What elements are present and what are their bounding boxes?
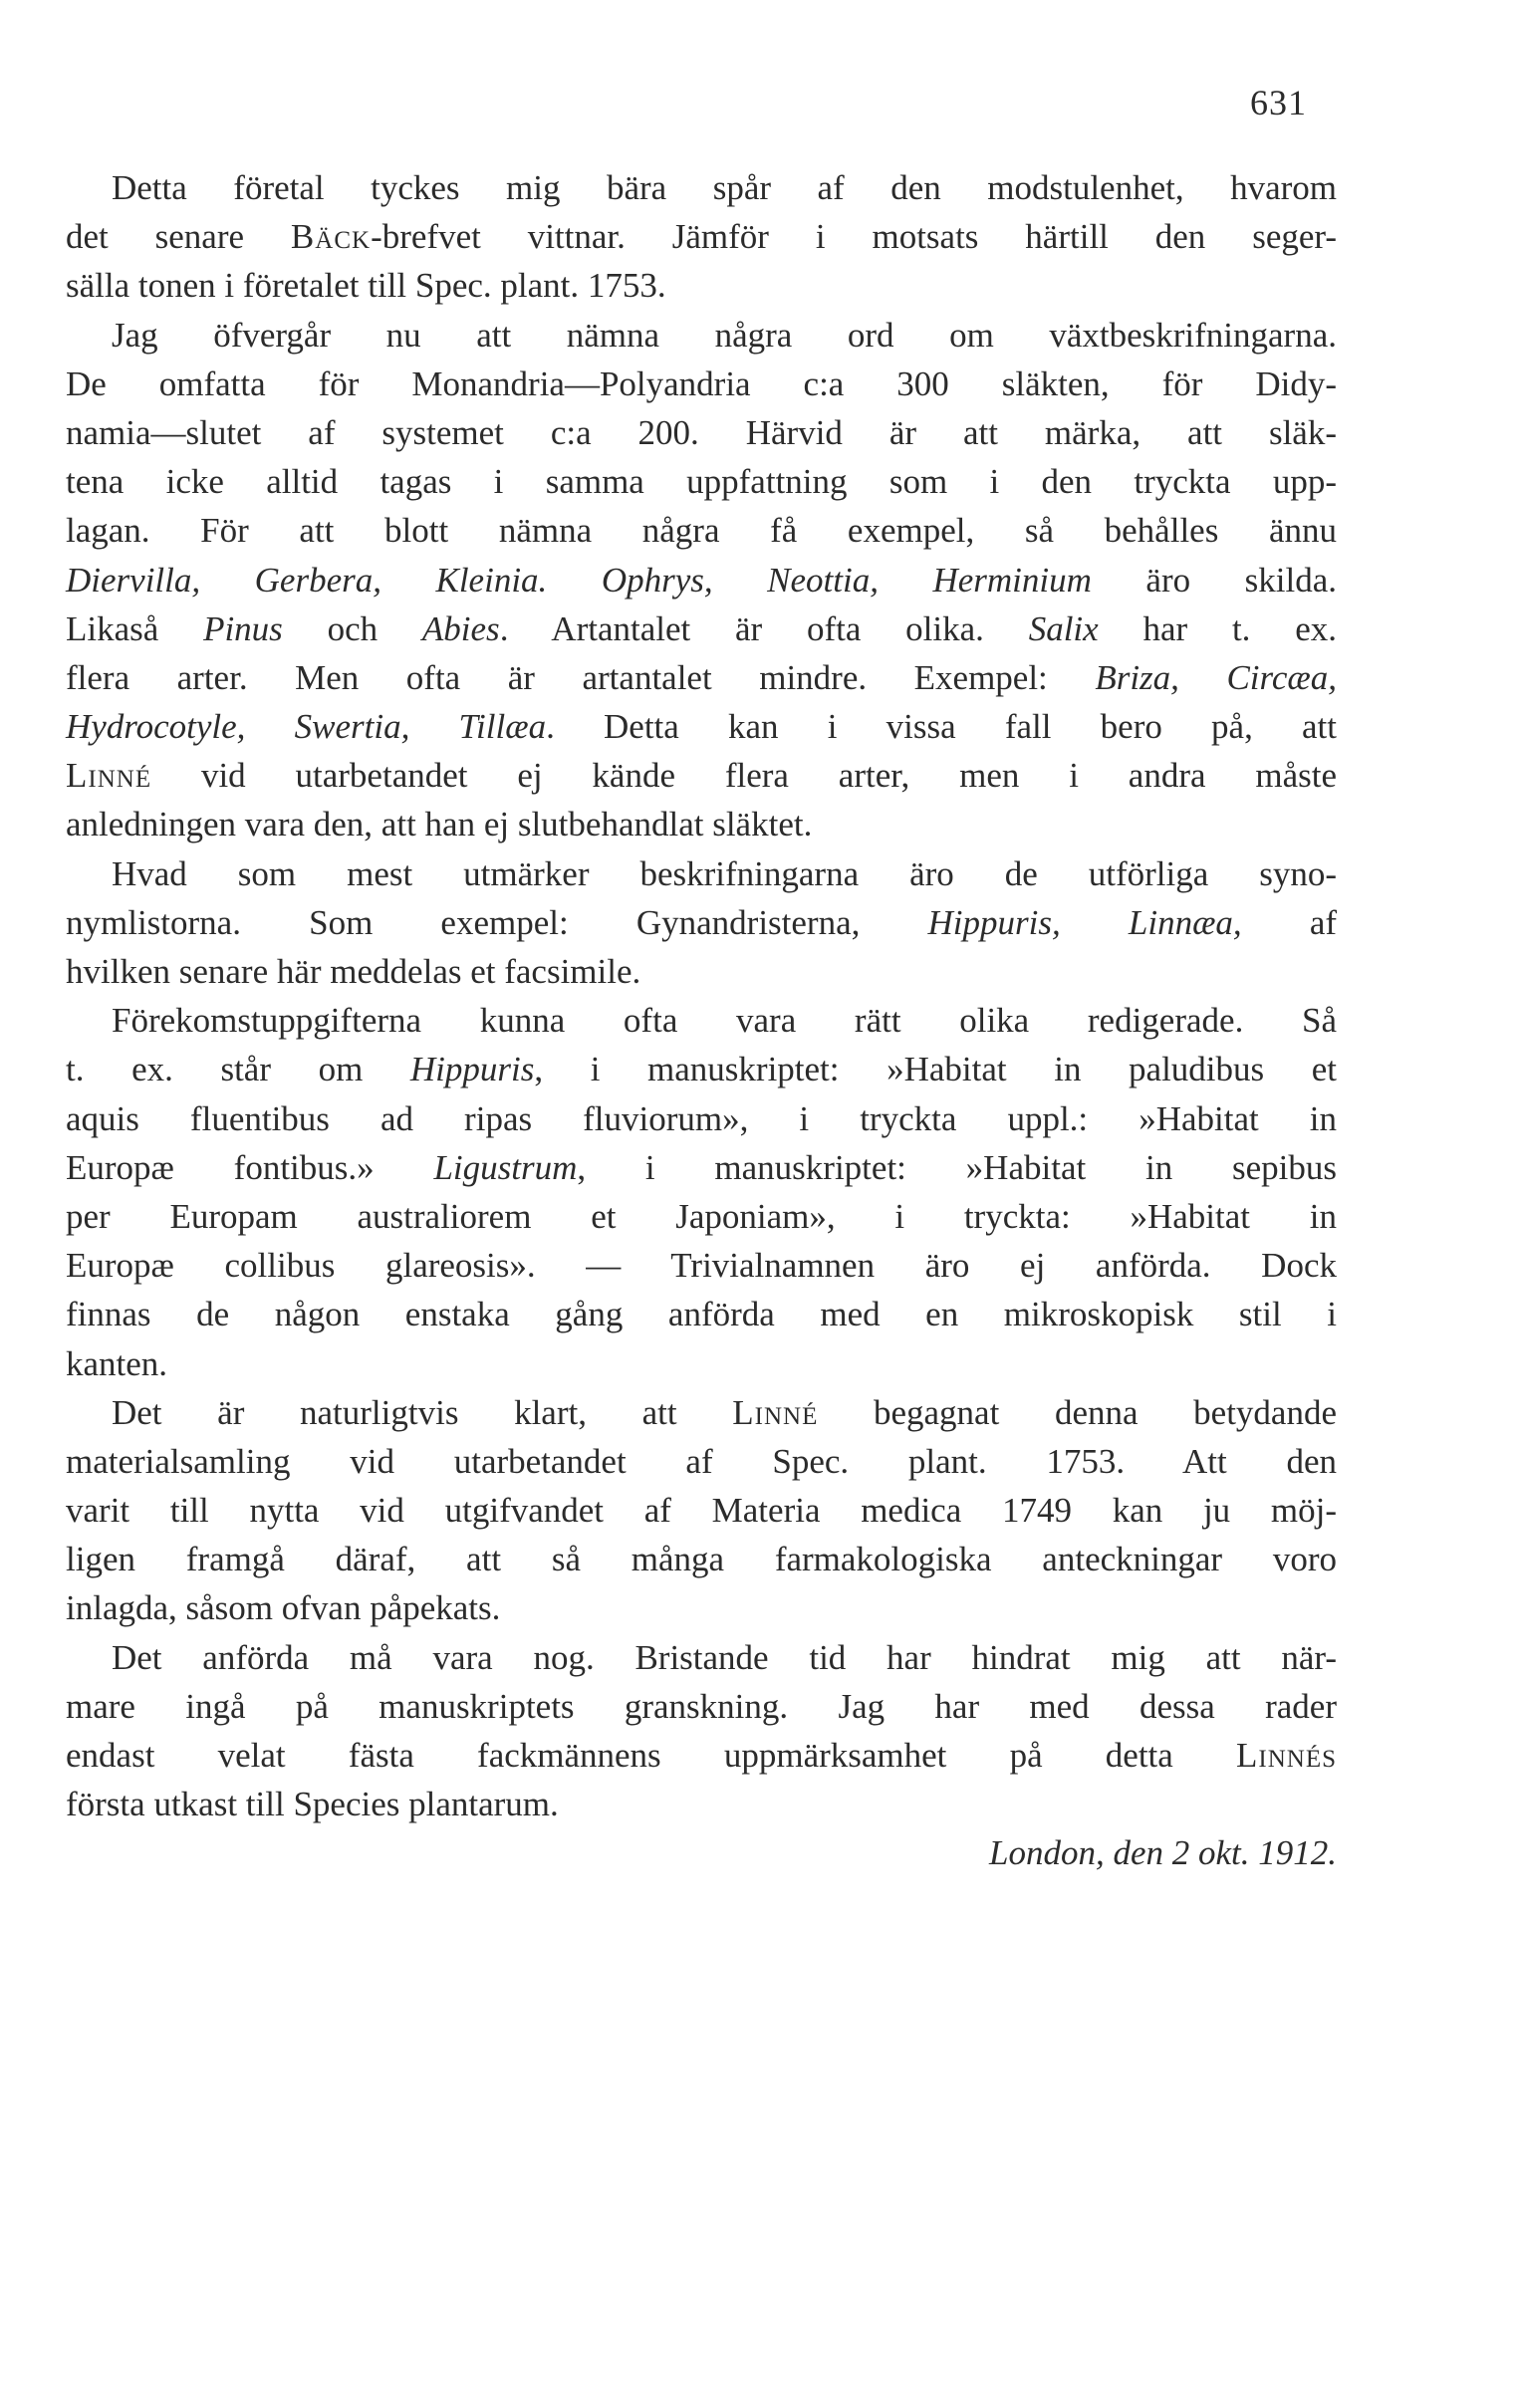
text-line	[66, 1339, 1337, 1388]
text-run: tena icke alltid tagas i samma uppfattning som i den tryckta upp-	[66, 462, 1337, 502]
text-run: namia—slutet af systemet c:a 200. Härvid är att märka, att släk-	[66, 412, 1337, 452]
text-run: , i manuskriptet: »Habitat in paludibus et	[534, 1050, 1337, 1089]
text-line	[66, 1731, 1337, 1780]
text-run: hvilken senare här meddelas et facsimile.	[66, 952, 641, 991]
text-line	[66, 604, 1337, 653]
italic-run: Hippuris, Linnæa,	[927, 902, 1242, 942]
text-line	[66, 1437, 1337, 1486]
text-run: . Artantalet är ofta olika.	[499, 608, 1029, 648]
italic-run: Diervilla, Gerbera, Kleinia. Ophrys, Neottia, Herminium	[66, 560, 1092, 600]
italic-run: Hippuris	[409, 1050, 535, 1089]
body-text	[66, 163, 1337, 1878]
text-line	[66, 1780, 1337, 1828]
text-run: t. ex. står om	[66, 1050, 410, 1089]
small-caps-run: Linné	[66, 756, 152, 796]
text-run: Detta företal tyckes mig bära spår af den modstulenhet, hvarom	[112, 168, 1337, 207]
text-run: af	[1241, 902, 1338, 942]
text-run: finnas de någon enstaka gång anförda med en mikroskopisk stil i	[66, 1295, 1337, 1334]
italic-run: Briza, Circæa,	[1095, 657, 1337, 697]
text-line	[66, 1633, 1337, 1682]
text-run: inlagda, såsom ofvan påpekats.	[66, 1588, 501, 1628]
text-run: mare ingå på manuskriptets granskning. Jag har med dessa rader	[66, 1686, 1337, 1726]
text-run: Förekomstuppgifterna kunna ofta vara rätt olika redigerade. Så	[112, 1001, 1337, 1041]
text-run: och	[282, 608, 422, 648]
italic-run: Hydrocotyle, Swertia, Tillæa	[66, 707, 547, 747]
text-line	[66, 1045, 1337, 1093]
text-line	[66, 1486, 1337, 1535]
text-line	[66, 163, 1337, 212]
text-run: -brefvet vittnar. Jämför i motsats härtill den seger-	[371, 217, 1337, 257]
text-run: flera arter. Men ofta är artantalet mindre. Exempel:	[66, 657, 1096, 697]
text-line	[66, 800, 1337, 848]
text-line	[66, 751, 1337, 800]
text-run: per Europam australiorem et Japoniam», i tryckta: »Habitat in	[66, 1196, 1337, 1236]
text-line	[66, 457, 1337, 506]
text-run: Det anförda må vara nog. Bristande tid har hindrat mig att när-	[112, 1637, 1337, 1677]
text-line	[66, 556, 1337, 604]
text-run: anledningen vara den, att han ej slutbehandlat släktet.	[66, 805, 813, 844]
text-line	[66, 653, 1337, 702]
text-run: nymlistorna. Som exempel: Gynandristerna,	[66, 902, 928, 942]
text-line	[66, 261, 1337, 310]
italic-run: London, den 2 okt. 1912.	[988, 1833, 1337, 1873]
text-run: det senare	[66, 217, 291, 257]
text-run: . Detta kan i vissa fall bero på, att	[546, 707, 1338, 747]
text-line	[66, 1241, 1337, 1290]
text-line	[66, 702, 1337, 751]
small-caps-run: Linné	[732, 1392, 819, 1432]
italic-run: Pinus	[203, 608, 283, 648]
text-line	[66, 1682, 1337, 1731]
text-run: begagnat denna betydande	[818, 1392, 1337, 1432]
text-line	[66, 996, 1337, 1045]
text-run: första utkast till Species plantarum.	[66, 1785, 559, 1824]
text-run: De omfatta för Monandria—Polyandria c:a 300 släkten, för Didy-	[66, 363, 1337, 403]
text-run: lagan. För att blott nämna några få exempel, så behålles ännu	[66, 511, 1337, 551]
page-number: 631	[1250, 83, 1307, 122]
text-line	[66, 1192, 1337, 1241]
text-run: äro skilda.	[1091, 560, 1337, 600]
text-line	[66, 1535, 1337, 1583]
text-line	[66, 311, 1337, 360]
small-caps-run: Linnés	[1236, 1736, 1337, 1775]
signature-line	[66, 1828, 1337, 1877]
text-run: Likaså	[66, 608, 204, 648]
text-run: sälla tonen i företalet till Spec. plant. 1753.	[66, 266, 666, 306]
text-line	[66, 1290, 1337, 1338]
text-run: materialsamling vid utarbetandet af Spec. plant. 1753. Att den	[66, 1441, 1337, 1481]
text-line	[66, 212, 1337, 261]
text-line	[66, 849, 1337, 898]
text-line	[66, 408, 1337, 457]
text-run: Europæ fontibus.»	[66, 1147, 434, 1187]
small-caps-run: Bäck	[290, 217, 372, 257]
text-line	[66, 898, 1337, 947]
text-run: aquis fluentibus ad ripas fluviorum», i tryckta uppl.: »Habitat in	[66, 1098, 1337, 1138]
text-line	[66, 1143, 1337, 1192]
text-run: Jag öfvergår nu att nämna några ord om växtbeskrifningarna.	[112, 315, 1337, 355]
text-line	[66, 360, 1337, 408]
text-line	[66, 1388, 1337, 1437]
text-line	[66, 1583, 1337, 1632]
text-run: kanten.	[66, 1343, 168, 1383]
text-run: varit till nytta vid utgifvandet af Materia medica 1749 kan ju möj-	[66, 1491, 1337, 1531]
text-run: endast velat fästa fackmännens uppmärksamhet på detta	[66, 1736, 1236, 1775]
italic-run: Salix	[1028, 608, 1099, 648]
text-line	[66, 947, 1337, 996]
italic-run: Abies	[421, 608, 500, 648]
text-run: ligen framgå däraf, att så många farmakologiska anteckningar voro	[66, 1540, 1337, 1579]
text-run: Europæ collibus glareosis». — Trivialnamnen äro ej anförda. Dock	[66, 1246, 1337, 1286]
text-run: Hvad som mest utmärker beskrifningarna äro de utförliga syno-	[112, 853, 1337, 893]
text-run: har t. ex.	[1098, 608, 1337, 648]
text-run: Det är naturligtvis klart, att	[112, 1392, 733, 1432]
text-line	[66, 506, 1337, 555]
text-line	[66, 1094, 1337, 1143]
italic-run: Ligustrum	[433, 1147, 578, 1187]
text-run: vid utarbetandet ej kände flera arter, men i andra måste	[151, 756, 1337, 796]
text-run: , i manuskriptet: »Habitat in sepibus	[577, 1147, 1337, 1187]
